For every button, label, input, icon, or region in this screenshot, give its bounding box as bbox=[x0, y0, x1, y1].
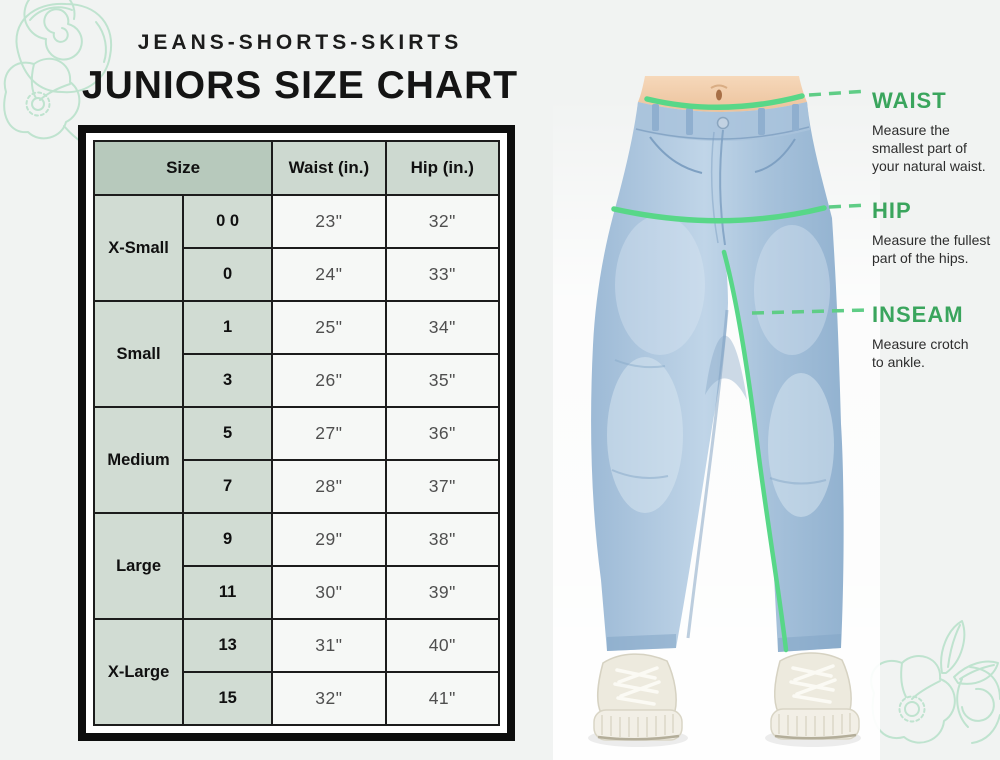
size-group-cell: X-Small bbox=[94, 195, 183, 301]
size-value-cell: 9 bbox=[183, 513, 272, 566]
table-row bbox=[94, 619, 499, 672]
size-value-cell: 11 bbox=[183, 566, 272, 619]
page-title: JUNIORS SIZE CHART bbox=[81, 64, 519, 107]
category-title: JEANS-SHORTS-SKIRTS bbox=[137, 31, 463, 54]
inseam-description: Measure crotch to ankle. bbox=[872, 336, 969, 371]
table-row bbox=[94, 195, 499, 248]
size-group-cell: Small bbox=[94, 301, 183, 407]
size-value-cell: 5 bbox=[183, 407, 272, 460]
size-table bbox=[93, 140, 500, 726]
waist-value-cell: 26" bbox=[272, 354, 385, 407]
waist-label: WAIST bbox=[872, 88, 947, 113]
size-value-cell: 7 bbox=[183, 460, 272, 513]
size-group-cell: X-Large bbox=[94, 619, 183, 725]
hip-value-cell: 41" bbox=[386, 672, 499, 725]
table-row bbox=[94, 301, 499, 354]
hip-value-cell: 39" bbox=[386, 566, 499, 619]
hip-value-cell: 40" bbox=[386, 619, 499, 672]
waist-value-cell: 29" bbox=[272, 513, 385, 566]
waist-value-cell: 31" bbox=[272, 619, 385, 672]
inseam-label: INSEAM bbox=[872, 302, 964, 327]
waist-dashed-connector bbox=[809, 91, 868, 95]
waist-measurement-label bbox=[872, 88, 986, 176]
hip-value-cell: 34" bbox=[386, 301, 499, 354]
size-group-cell: Large bbox=[94, 513, 183, 619]
size-value-cell: 0 bbox=[183, 248, 272, 301]
hip-value-cell: 35" bbox=[386, 354, 499, 407]
hip-value-cell: 32" bbox=[386, 195, 499, 248]
waist-value-cell: 27" bbox=[272, 407, 385, 460]
hip-measurement-label bbox=[872, 198, 996, 267]
waist-value-cell: 32" bbox=[272, 672, 385, 725]
hip-value-cell: 36" bbox=[386, 407, 499, 460]
waist-value-cell: 30" bbox=[272, 566, 385, 619]
table-row bbox=[94, 513, 499, 566]
hip-value-cell: 33" bbox=[386, 248, 499, 301]
col-header-waist: Waist (in.) bbox=[272, 141, 385, 195]
hip-value-cell: 38" bbox=[386, 513, 499, 566]
waist-value-cell: 25" bbox=[272, 301, 385, 354]
header bbox=[60, 0, 540, 108]
inseam-measurement-label bbox=[872, 302, 978, 371]
size-value-cell: 3 bbox=[183, 354, 272, 407]
waist-description: Measure the smallest part of your natural waist. bbox=[872, 122, 986, 175]
size-value-cell: 1 bbox=[183, 301, 272, 354]
hip-value-cell: 37" bbox=[386, 460, 499, 513]
table-row bbox=[94, 407, 499, 460]
col-header-size: Size bbox=[94, 141, 272, 195]
size-group-cell: Medium bbox=[94, 407, 183, 513]
waist-value-cell: 28" bbox=[272, 460, 385, 513]
size-value-cell: 15 bbox=[183, 672, 272, 725]
waist-value-cell: 23" bbox=[272, 195, 385, 248]
hip-label: HIP bbox=[872, 198, 912, 223]
col-header-hip: Hip (in.) bbox=[386, 141, 499, 195]
size-table-frame bbox=[78, 125, 515, 741]
size-value-cell: 13 bbox=[183, 619, 272, 672]
table-header-row bbox=[94, 141, 499, 195]
hip-description: Measure the fullest part of the hips. bbox=[872, 232, 991, 267]
size-value-cell: 0 0 bbox=[183, 195, 272, 248]
waist-value-cell: 24" bbox=[272, 248, 385, 301]
